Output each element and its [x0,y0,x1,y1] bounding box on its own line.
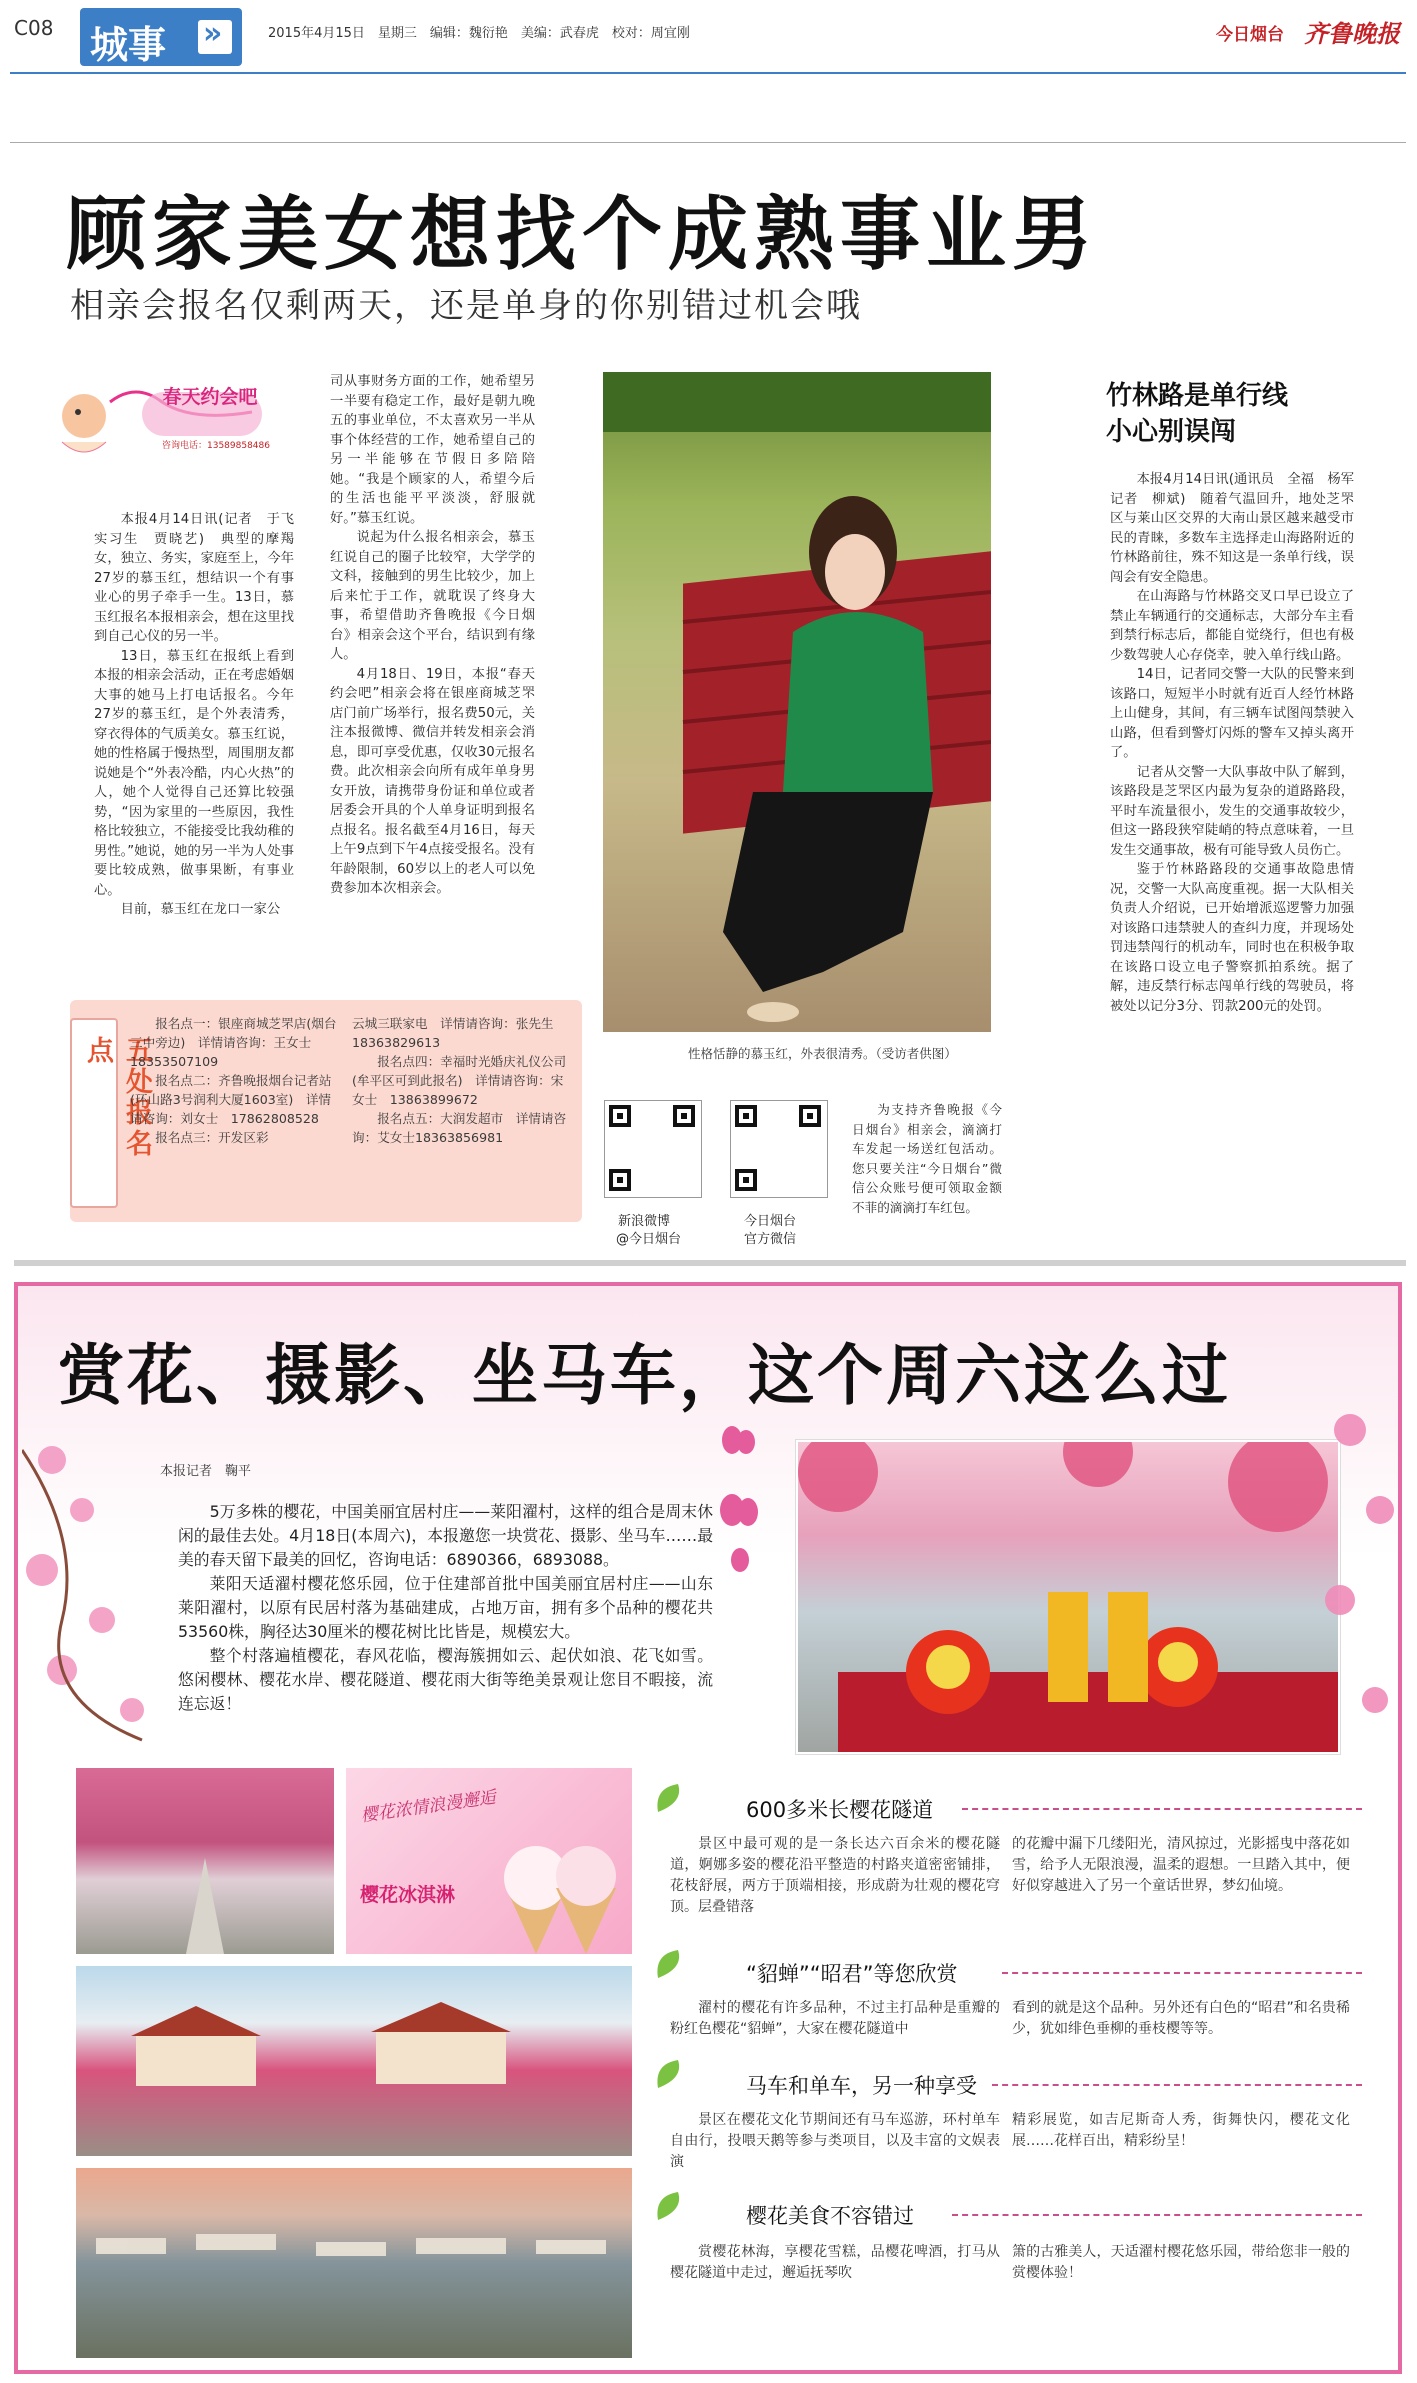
registration-point: 云城三联家电 详情请咨询：张先生 18363829613 [352,1016,567,1050]
tunnel-photo [76,1768,334,1954]
registration-point: 报名点五：大润发超市 详情请咨询：艾女士18363856981 [352,1111,567,1145]
paragraph: 5万多株的樱花，中国美丽宜居村庄——莱阳濯村，这样的组合是周末休闲的最佳去处。4月18日(本周六)，本报邀您一块赏花、摄影、坐马车……最美的春天留下最美的回忆，咨询电话：6890366，6893088。 [178,1502,713,1569]
qr-label: 新浪微博 [618,1214,671,1229]
blossom-decoration [1300,1400,1400,1760]
icecream-photo [346,1768,632,1954]
section-text-right: 精彩展览，如吉尼斯奇人秀，街舞快闪，樱花文化展……花样百出，精彩纷呈！ [1012,2112,1350,2149]
section-text-left: 濯村的樱花有许多品种，不过主打品种是重瓣的粉红色樱花“貂蝉”，大家在樱花隧道中 [670,2000,1000,2037]
butterfly-icon [654,1948,684,1982]
feature-sections [642,1780,1362,2370]
paper-logo: 齐鲁晚报 [1304,19,1400,48]
portrait-photo [603,372,991,1032]
qr-code-icon [604,1100,702,1198]
registration-box [70,1000,582,1222]
section-divider [14,1260,1406,1266]
qr-note: 为支持齐鲁晚报《今日烟台》相亲会，滴滴打车发起一场送红包活动。您只要关注“今日烟台”微信公众账号便可领取金额不菲的滴滴打车红包。 [852,1102,1002,1215]
butterfly-icon [712,1420,772,1580]
paragraph: 本报4月14日讯(记者 于飞 实习生 贾晓艺) 典型的摩羯女，独立、务实，家庭至上，今年27岁的慕玉红，想结识一个有事业心的男子牵手一生。13日，慕玉红报名本报相亲会，想在这里找到自己心仪的另一半。 [94,512,308,644]
paragraph: 鉴于竹林路路段的交通事故隐患情况，交警一大队高度重视。据一大队相关负责人介绍说，已开始增派巡逻警力加强对该路口违禁驶人的查纠力度，并现场处罚违禁闯行的机动车，同时也在积极争取在该路口设立电子警察抓拍系统。据了解，违反禁行标志闯单行线的驾驶员，将被处以记分3分、罚款200元的处罚。 [1110,862,1354,1014]
paragraph: 司从事财务方面的工作，她希望另一半要有稳定工作，最好是朝九晚五的事业单位，不太喜欢另一半从事个体经营的工作，她希望自己的另一半能够在节假日多陪陪她。“我是个顾家的人，希望今后的生活也能平平淡淡，舒服就好。”慕玉红说。 [330,374,535,526]
headline-1: 顾家美女想找个成熟事业男 [66,188,1098,281]
section-title: 马车和单车，另一种享受 [746,2074,977,2098]
section-title: 樱花美食不容错过 [746,2204,914,2228]
registration-title: 五处报名点 [82,1036,152,1160]
headline-2: 竹林路是单行线 小心别误闯 [1106,381,1289,447]
paragraph: 本报4月14日讯(通讯员 全福 杨军 记者 柳斌) 随着气温回升，地处芝罘区与莱山区交界的大南山景区越来越受市民的青睐，多数车主选择走山海路附近的竹林路前往，殊不知这是一条单行线，误闯会有安全隐患。 [1110,472,1368,585]
qr-label: 官方微信 [744,1232,797,1247]
registration-left [130,1014,342,1147]
lion-dance-photo [796,1440,1340,1754]
qr-code-icon [730,1100,828,1198]
dashed-rule [962,1808,1362,1810]
section-name: 城事 [90,23,167,67]
paragraph: 记者从交警一大队事故中队了解到，该路段是芝罘区内最为复杂的道路路段，平时车流量很小，发生的交通事故较少，但这一路段狭窄陡峭的特点意味着，一旦发生交通事故，极有可能导致人员伤亡。 [1110,764,1354,858]
paragraph: 莱阳天适濯村樱花悠乐园，位于住建部首批中国美丽宜居村庄——山东莱阳濯村，以原有民居村落为基础建成，占地万亩，拥有多个品种的樱花共53560株，胸径达30厘米的樱花树比比皆是，规模宏大。 [178,1574,713,1641]
edition-name: 今日烟台 [1216,25,1284,45]
date-line: 2015年4月15日 星期三 编辑：魏衍艳 美编：武春虎 校对：周宜刚 [268,26,690,41]
butterfly-icon [654,2190,684,2224]
section-title: 600多米长樱花隧道 [746,1798,934,1822]
paragraph: 14日，记者同交警一大队的民警来到该路口，短短半小时就有近百人经竹林路上山健身，其间，有三辆车试图闯禁驶入山路，但看到警灯闪烁的警车又掉头离开了。 [1110,667,1354,760]
icecream-text-2: 樱花冰淇淋 [360,1884,456,1906]
icecream-text-1: 樱花浓情浪漫邂逅 [359,1787,498,1827]
arrows-icon: » [203,16,223,51]
feature-byline: 本报记者 鞠平 [160,1464,252,1479]
page-header [0,0,1417,75]
story1-column-1 [94,510,308,920]
paragraph: 说起为什么报名相亲会，慕玉红说自己的圈子比较窄，大学学的文科，接触到的男生比较少，加上后来忙于工作，就耽误了终身大事，希望借助齐鲁晚报《今日烟台》相亲会这个平台，结识到有缘人。 [330,530,535,662]
dashed-rule [1002,1972,1362,1974]
photo-caption: 性格恬静的慕玉红，外表很清秀。（受访者供图） [688,1046,957,1061]
event-logo [52,372,282,464]
section-title: “貂蝉”“昭君”等您欣赏 [746,1962,958,1986]
butterfly-icon [654,1782,684,1816]
paragraph: 13日，慕玉红在报纸上看到本报的相亲会活动，正在考虑婚姻大事的她马上打电话报名。今年27岁的慕玉红，是个外表清秀，穿衣得体的气质美女。慕玉红说，她的性格属于慢热型，周围朋友都说她是个“外表冷酷，内心火热”的人，她个人觉得自己还算比较强势，“因为家里的一些原因，我性格比较独立，不能接受比我幼稚的男性。”她说，她的另一半为人处事要比较成熟，做事果断，有事业心。 [94,648,294,898]
icecream-icon [496,1828,626,1954]
story1-column-2 [330,372,535,899]
section-text-right: 箫的古雅美人，天适濯村樱花悠乐园，带给您非一般的赏樱体验！ [1012,2244,1350,2281]
registration-point: 报名点四：幸福时光婚庆礼仪公司(牟平区可到此报名) 详情请咨询：宋女士 13863899672 [352,1054,567,1107]
paragraph: 目前，慕玉红在龙口一家公 [120,902,281,917]
bench-scene [603,372,991,1032]
section-text-left: 赏樱花林海，享樱花雪糕，品樱花啤酒，打马从樱花隧道中走过，邂逅抚琴吹 [670,2244,1000,2281]
header-rule-2 [10,142,1406,143]
dashed-rule [992,2084,1362,2086]
logo-phone: 咨询电话：13589858486 [162,441,270,451]
section-text-left: 景区中最可观的是一条长达六百余米的樱花隧道，婀娜多姿的樱花沿平整造的村路夹道密密铺排，花枝舒展，两方于顶端相接，形成蔚为壮观的樱花穹顶。层叠错落 [670,1836,1000,1915]
qr-label: 今日烟台 [744,1214,797,1229]
section-arrows [198,16,232,54]
village-photo [76,1966,632,2156]
aerial-photo [76,2168,632,2358]
header-rule [10,72,1406,74]
dashed-rule [952,2214,1362,2216]
section-text-left: 景区在樱花文化节期间还有马车巡游，环村单车自由行，投喂天鹅等参与类项目，以及丰富的文娱表演 [670,2112,1000,2170]
registration-point: 报名点一：银座商城芝罘店(烟台三中旁边) 详情请咨询：王女士18353507109 [130,1016,337,1069]
section-tab [80,8,242,66]
registration-point: 报名点三：开发区彩 [155,1130,269,1145]
feature-intro [178,1500,713,1716]
blossom-decoration [22,1420,182,1750]
registration-point: 报名点二：齐鲁晚报烟台记者站(环山路3号润利大厦1603室) 详情请咨询：刘女士 17862808528 [130,1073,332,1126]
section-text-right: 的花瓣中漏下几缕阳光，清风掠过，光影摇曳中落花如雪，给予人无限浪漫，温柔的遐想。一旦踏入其中，便好似穿越进入了另一个童话世界，梦幻仙境。 [1012,1836,1350,1894]
butterfly-icon [654,2058,684,2092]
logo-text: 春天约会吧 [162,386,258,408]
headline-3: 赏花、摄影、坐马车，这个周六这么过 [58,1337,1231,1414]
qr-label: @今日烟台 [616,1232,682,1247]
registration-label [70,1018,152,1208]
section-text-right: 看到的就是这个品种。另外还有白色的“昭君”和名贵稀少，犹如绯色垂柳的垂枝樱等等。 [1012,2000,1350,2037]
registration-right [352,1014,570,1147]
paragraph: 整个村落遍植樱花，春风花临，樱海簇拥如云、起伏如浪、花飞如雪。悠闲樱林、樱花水岸、樱花隧道、樱花雨大街等绝美景观让您目不暇接，流连忘返！ [178,1646,713,1713]
subhead-1: 相亲会报名仅剩两天，还是单身的你别错过机会哦 [70,286,862,326]
paragraph: 4月18日、19日，本报“春天约会吧”相亲会将在银座商城芝罘店门前广场举行，报名费50元，关注本报微博、微信并转发相亲会消息，即可享受优惠，仅收30元报名费。此次相亲会向所有成年单身男女开放，请携带身份证和单位或者居委会开具的个人单身证明到报名点报名。报名截至4月16日，每天上午9点到下午4点接受报名。没有年龄限制，60岁以上的老人可以免费参加本次相亲会。 [330,666,535,896]
paragraph: 在山海路与竹林路交叉口早已设立了禁止车辆通行的交通标志，大部分车主看到禁行标志后，都能自觉绕行，但也有极少数驾驶人心存侥幸，驶入单行线山路。 [1110,589,1354,663]
story2-column [1110,470,1368,1016]
page-number: C08 [14,16,54,40]
